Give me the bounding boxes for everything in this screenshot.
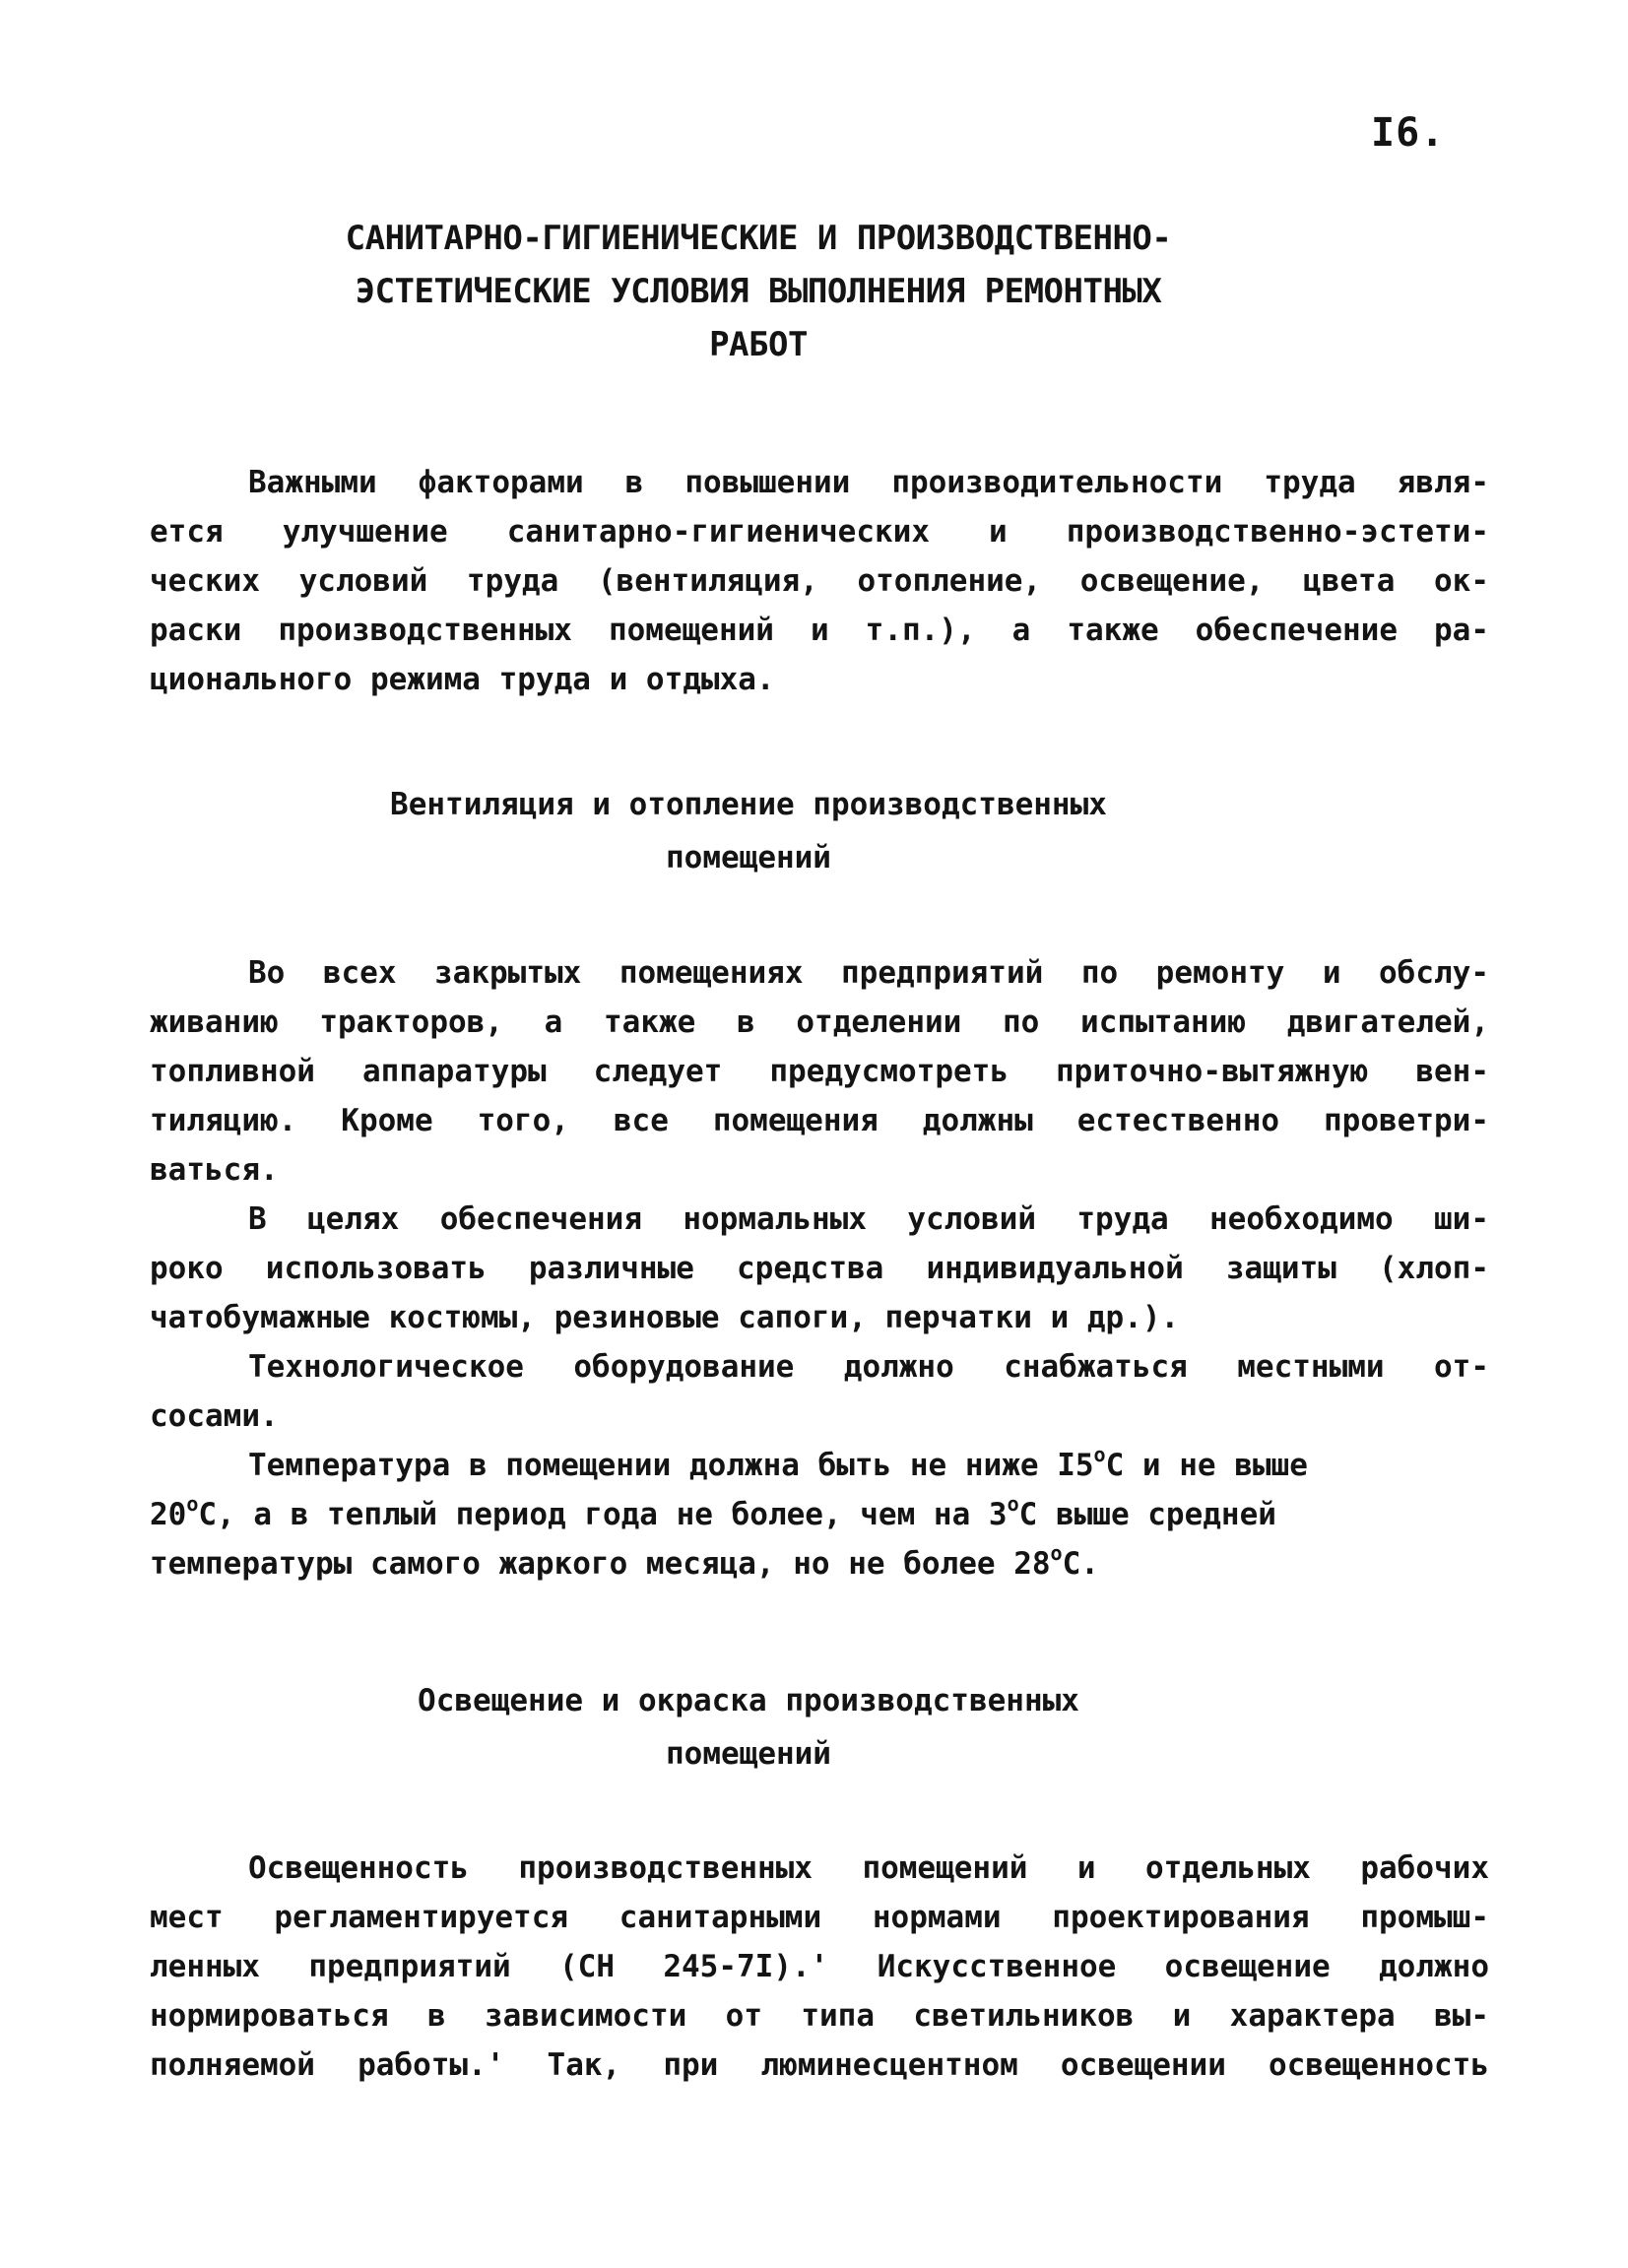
text-line: ваться. — [150, 1152, 279, 1188]
temperature-line — [150, 1490, 1489, 1539]
intro-paragraph — [150, 458, 1489, 704]
title-line: ЭСТЕТИЧЕСКИЕ УСЛОВИЯ ВЫПОЛНЕНИЯ РЕМОНТНЫХ — [355, 272, 1162, 311]
section-heading-line: Освещение и окраска производственных — [418, 1683, 1079, 1718]
text-fragment: С и не выше — [1105, 1448, 1308, 1483]
text-line: роко использовать различные средства индивидуальной защиты (хлоп- — [150, 1251, 1489, 1286]
text-line: мест регламентируется санитарными нормами проектирования промыш- — [150, 1900, 1489, 1935]
section-heading-line: помещений — [666, 1736, 831, 1772]
text-line: нормироваться в зависимости от типа светильников и характера вы- — [150, 1998, 1489, 2034]
degree-sign: o — [1050, 1541, 1063, 1565]
degree-sign: o — [186, 1492, 199, 1516]
text-line: тиляцию. Кроме того, все помещения должны естественно проветри- — [150, 1103, 1489, 1138]
text-line: ционального режима труда и отдыха. — [150, 662, 775, 697]
title-line: САНИТАРНО-ГИГИЕНИЧЕСКИЕ И ПРОИЗВОДСТВЕННО- — [345, 219, 1172, 258]
text-line: Во всех закрытых помещениях предприятий по ремонту и обслу- — [248, 955, 1489, 991]
text-line: раски производственных помещений и т.п.), а также обеспечение ра- — [150, 613, 1489, 648]
text-line: Технологическое оборудование должно снабжаться местными от- — [248, 1349, 1489, 1385]
lighting-paragraph — [150, 1844, 1489, 2090]
text-fragment: С выше средней — [1018, 1497, 1276, 1532]
temperature-line — [150, 1441, 1489, 1490]
section-heading-ventilation — [295, 778, 1202, 884]
ventilation-paragraphs — [150, 948, 1489, 1588]
text-line: ется улучшение санитарно-гигиенических и производственно-эстети- — [150, 514, 1489, 550]
section-heading-lighting — [295, 1674, 1202, 1781]
text-line: сосами. — [150, 1398, 279, 1434]
degree-sign: o — [1093, 1443, 1106, 1466]
document-title — [217, 212, 1300, 371]
text-line: Освещенность производственных помещений и отдельных рабочих — [248, 1850, 1489, 1886]
degree-sign: o — [1007, 1492, 1019, 1516]
text-line: ческих условий труда (вентиляция, отопление, освещение, цвета ок- — [150, 563, 1489, 599]
text-fragment: С, а в теплый период года не более, чем на 3 — [198, 1497, 1008, 1532]
text-line: живанию тракторов, а также в отделении по испытанию двигателей, — [150, 1004, 1489, 1040]
text-fragment: Температура в помещении должна быть не ниже I5 — [248, 1448, 1094, 1483]
text-fragment: 20 — [150, 1497, 187, 1532]
text-line: В целях обеспечения нормальных условий труда необходимо ши- — [248, 1201, 1489, 1237]
text-line: ленных предприятий (СН 245-7I).' Искусственное освещение должно — [150, 1949, 1489, 1984]
text-fragment: С. — [1062, 1546, 1099, 1582]
text-line: полняемой работы.' Так, при люминесцентном освещении освещенность — [150, 2047, 1489, 2083]
section-heading-line: Вентиляция и отопление производственных — [390, 787, 1107, 822]
title-line: РАБОТ — [709, 325, 808, 364]
text-line: чатобумажные костюмы, резиновые сапоги, перчатки и др.). — [150, 1300, 1180, 1335]
page-number: I6. — [1371, 110, 1446, 156]
text-line: Важными факторами в повышении производительности труда явля- — [248, 465, 1489, 500]
text-fragment: температуры самого жаркого месяца, но не более 28 — [150, 1546, 1051, 1582]
temperature-line — [150, 1539, 1489, 1588]
section-heading-line: помещений — [666, 840, 831, 875]
text-line: топливной аппаратуры следует предусмотреть приточно-вытяжную вен- — [150, 1054, 1489, 1089]
